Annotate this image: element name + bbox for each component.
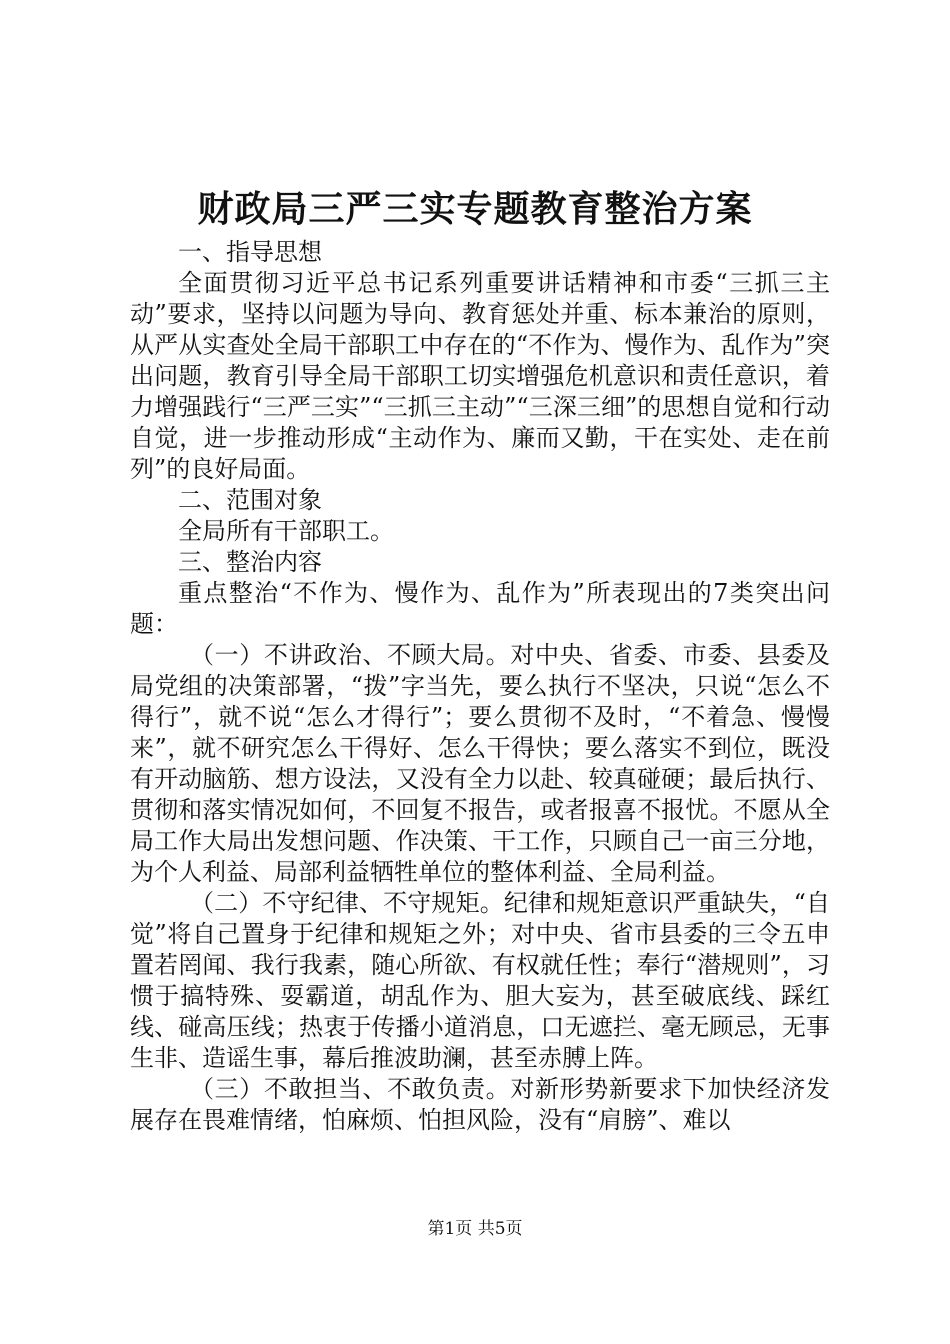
paragraph-rectification-intro: 重点整治“不作为、慢作为、乱作为”所表现出的7类突出问题： xyxy=(130,579,830,638)
paragraph-scope: 全局所有干部职工。 xyxy=(178,517,394,545)
paragraph-item-1: （一）不讲政治、不顾大局。对中央、省委、市委、县委及局党组的决策部署，“拨”字当先，要么执行不坚决，只说“怎么不得行”，就不说“怎么才得行”；要么贯彻不及时，“不着急、慢慢来”，就不研究怎么干得好、怎么干得快；要么落实不到位，既没有开动脑筋、想方设法，又没有全力以赴、较真碰硬；最后执行、贯彻和落实情况如何，不回复不报告，或者报喜不报忧。不愿从全局工作大局出发想问题、作决策、干工作，只顾自己一亩三分地，为个人利益、局部利益牺牲单位的整体利益、全局利益。 xyxy=(130,641,830,886)
document-title: 财政局三严三实专题教育整治方案 xyxy=(197,188,753,230)
paragraph-guiding-ideology: 全面贯彻习近平总书记系列重要讲话精神和市委“三抓三主动”要求，坚持以问题为导向、教育惩处并重、标本兼治的原则，从严从实查处全局干部职工中存在的“不作为、慢作为、乱作为”突出问题，教育引导全局干部职工切实增强危机意识和责任意识，着力增强践行“三严三实”“三抓三主动”“三深三细”的思想自觉和行动自觉，进一步推动形成“主动作为、廉而又勤，干在实处、走在前列”的良好局面。 xyxy=(130,269,830,483)
page-number-footer: 第1页 共5页 xyxy=(427,1219,523,1239)
document-body xyxy=(130,237,830,1136)
paragraph-item-3: （三）不敢担当、不敢负责。对新形势新要求下加快经济发展存在畏难情绪，怕麻烦、怕担风险，没有“肩膀”、难以 xyxy=(130,1075,830,1134)
section-heading-rectification-content: 三、整治内容 xyxy=(178,548,322,576)
section-heading-guiding-ideology: 一、指导思想 xyxy=(178,238,322,266)
paragraph-item-2: （二）不守纪律、不守规矩。纪律和规矩意识严重缺失，“自觉”将自己置身于纪律和规矩之外；对中央、省市县委的三令五申置若罔闻、我行我素，随心所欲、有权就任性；奉行“潜规则”，习惯于搞特殊、耍霸道，胡乱作为、胆大妄为，甚至破底线、踩红线、碰高压线；热衷于传播小道消息，口无遮拦、毫无顾忌，无事生非、造谣生事，幕后推波助澜，甚至赤膊上阵。 xyxy=(130,889,830,1072)
section-heading-scope: 二、范围对象 xyxy=(178,486,322,514)
